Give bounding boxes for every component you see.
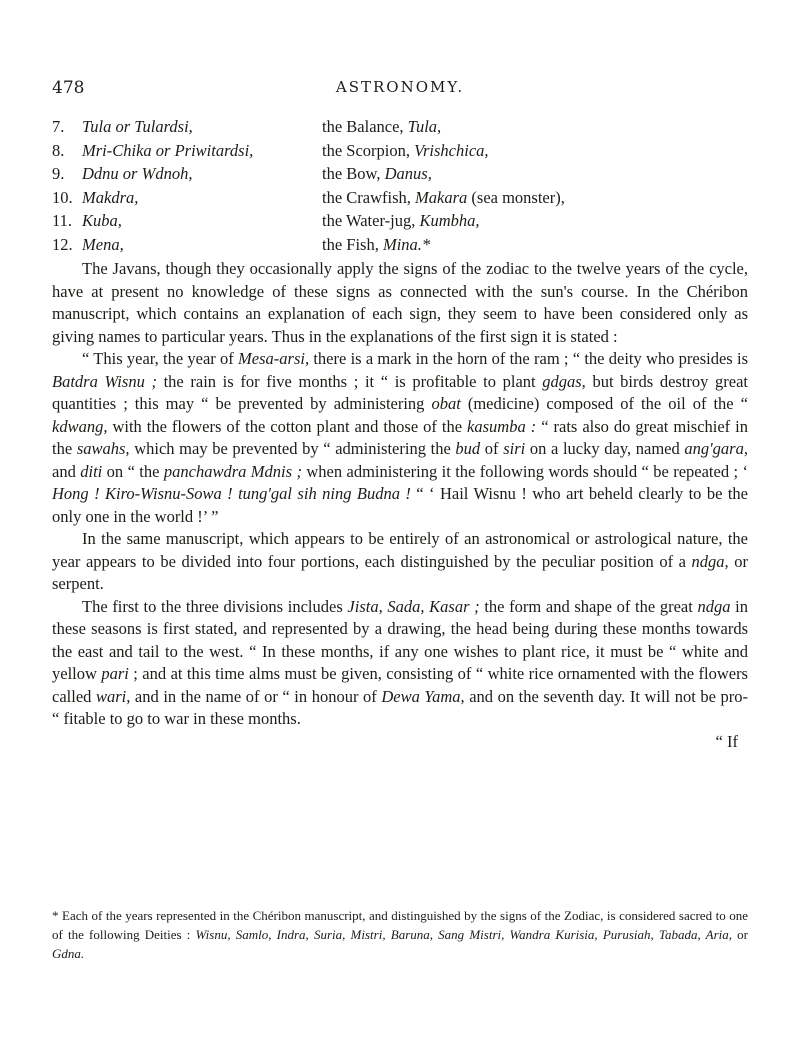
italic-term: Hong ! Kiro-Wisnu-Sowa ! tung'gal sih ning Budna ! (52, 484, 411, 503)
text-run: “ This year, the year of (82, 349, 239, 368)
zodiac-row (52, 164, 752, 188)
italic-term: pari (101, 664, 129, 683)
zodiac-sanskrit-name: Makara (415, 187, 468, 207)
zodiac-number: 10. (52, 187, 73, 207)
text-run: in these seasons is first stated, and represented by a drawing, the head being during these months towards the east and tail to the west. “ In these months, if any one wishes to plant rice, it must be “ white and yellow (52, 596, 748, 683)
running-head: ASTRONOMY. (335, 78, 465, 96)
quotation-mesa-arsi (52, 348, 748, 528)
italic-term: obat (431, 394, 461, 413)
text-run: of (480, 439, 504, 458)
text-run: or serpent. (52, 551, 748, 593)
italic-term: gdgas, (542, 371, 586, 391)
italic-term: kasumba : (467, 416, 537, 436)
italic-term: Dewa Yama, (381, 686, 465, 706)
zodiac-gloss: (sea monster), (467, 187, 565, 207)
zodiac-javan-name: Mena, (82, 234, 124, 254)
zodiac-javan-name: Mri-Chika or Priwitardsi, (82, 140, 254, 160)
italic-term: ndga (697, 596, 731, 616)
catchword: “ If (715, 731, 738, 751)
zodiac-english (322, 117, 441, 137)
zodiac-number: 8. (52, 140, 65, 160)
text-run: ; and at this time alms must be given, consisting of “ white rice ornamented with the flowers called (52, 664, 748, 706)
text-run: with the flowers of the cotton plant and those of the (107, 416, 468, 436)
zodiac-javan-name: Ddnu or Wdnoh, (82, 164, 193, 183)
zodiac-english-name: the Fish, (322, 234, 379, 254)
zodiac-sanskrit-name: Tula, (407, 117, 442, 136)
zodiac-number: 12. (52, 234, 73, 254)
zodiac-list (52, 117, 752, 258)
text-run: there is a mark in the horn of the ram ; “ the deity who presides is (309, 349, 748, 368)
page-number: 478 (52, 78, 85, 98)
zodiac-sanskrit-name: Kumbha, (419, 211, 480, 230)
italic-term: siri (503, 439, 526, 458)
zodiac-english-name: the Crawfish, (322, 187, 411, 207)
text-run: “ ‘ Hail Wisnu ! who art beheld clearly to be the only one in the world !’ ” (52, 484, 749, 526)
italic-term: bud (455, 439, 481, 458)
italic-term: wari, (95, 686, 131, 706)
italic-term: Batdra Wisnu ; (52, 371, 157, 391)
zodiac-sanskrit-name: Danus, (384, 164, 432, 183)
zodiac-row (52, 211, 752, 235)
italic-term: Gdna. (52, 946, 85, 961)
zodiac-english-name: the Water-jug, (322, 211, 416, 230)
zodiac-english (322, 164, 432, 184)
italic-term: panchawdra Mdnis ; (163, 461, 302, 481)
zodiac-english (322, 141, 489, 161)
zodiac-english-name: the Bow, (322, 164, 381, 183)
text-run: on a lucky day, named (525, 439, 685, 458)
text-run: and (52, 461, 81, 481)
paragraph-divisions (52, 596, 748, 731)
body-text (52, 258, 748, 753)
zodiac-row (52, 141, 752, 165)
zodiac-english (322, 211, 480, 231)
italic-term: Mesa-arsi, (238, 349, 310, 368)
zodiac-english-name: the Balance, (322, 117, 404, 136)
zodiac-javan-name: Kuba, (82, 211, 122, 230)
text-run: and on the seventh day. It will not be pro- “ fitable to go to war in these months. (52, 686, 749, 728)
zodiac-javan-name: Tula or Tulardsi, (82, 117, 193, 136)
zodiac-javan-name: Makdra, (82, 187, 139, 207)
italic-term: ang'gara, (684, 439, 748, 458)
zodiac-sanskrit-name: Mina.* (382, 234, 431, 254)
page-header (52, 78, 748, 98)
text-run: when administering it the following words should “ be repeated ; ‘ (301, 461, 748, 481)
zodiac-row (52, 188, 752, 212)
italic-term: Jista, Sada, Kasar ; (347, 596, 480, 616)
text-run: which may be prevented by “ administering the (129, 439, 456, 458)
italic-term: sawahs, (76, 439, 130, 458)
text-run: and in the name of or “ in honour of (130, 686, 382, 706)
italic-term: ndga, (691, 551, 729, 571)
paragraph-manuscript (52, 528, 748, 596)
text-run: on “ the (102, 461, 164, 481)
zodiac-english (322, 188, 565, 208)
text-run: but birds destroy great quantities ; this may “ be prevented by administering (52, 371, 749, 413)
zodiac-english-name: the Scorpion, (322, 140, 410, 160)
zodiac-sanskrit-name: Vrishchica, (414, 140, 489, 160)
zodiac-number: 7. (52, 117, 65, 136)
zodiac-english (322, 235, 430, 255)
italic-term: kdwang, (52, 416, 108, 436)
zodiac-row (52, 235, 752, 259)
text-run: The first to the three divisions includes (82, 596, 348, 616)
text-run: the form and shape of the great (479, 596, 698, 616)
text-run: “ rats also do great mischief in the (52, 416, 748, 458)
text-run: (medicine) composed of the oil of the “ (460, 394, 748, 413)
zodiac-number: 11. (52, 211, 73, 230)
zodiac-number: 9. (52, 164, 65, 183)
text-run: the rain is for five months ; it “ is profitable to plant (156, 371, 543, 391)
italic-term: diti (80, 461, 103, 481)
zodiac-row (52, 117, 752, 141)
italic-term: Wisnu, Samlo, Indra, Suria, Mistri, Baruna, Sang Mistri, Wandra Kurisia, Purusiah, Tabada, Aria, (195, 927, 732, 942)
text-run: or (732, 927, 748, 942)
footnote (52, 906, 748, 963)
text-run: * Each of the years represented in the Chéribon manuscript, and distinguished by the signs of the Zodiac, is considered sacred to one of the following Deities : (52, 908, 748, 942)
paragraph-javans: The Javans, though they occasionally apply the signs of the zodiac to the twelve years of the cycle, have at present no knowledge of these signs as connected with the sun's course. In the Chéribon manuscript, which contains an explanation of each sign, they seem to have been considered only as giving names to particular years. Thus in the explanations of the first sign it is stated : (52, 259, 748, 346)
text-run: In the same manuscript, which appears to be entirely of an astronomical or astrological nature, the year appears to be divided into four portions, each distinguished by the peculiar position of a (52, 529, 748, 571)
